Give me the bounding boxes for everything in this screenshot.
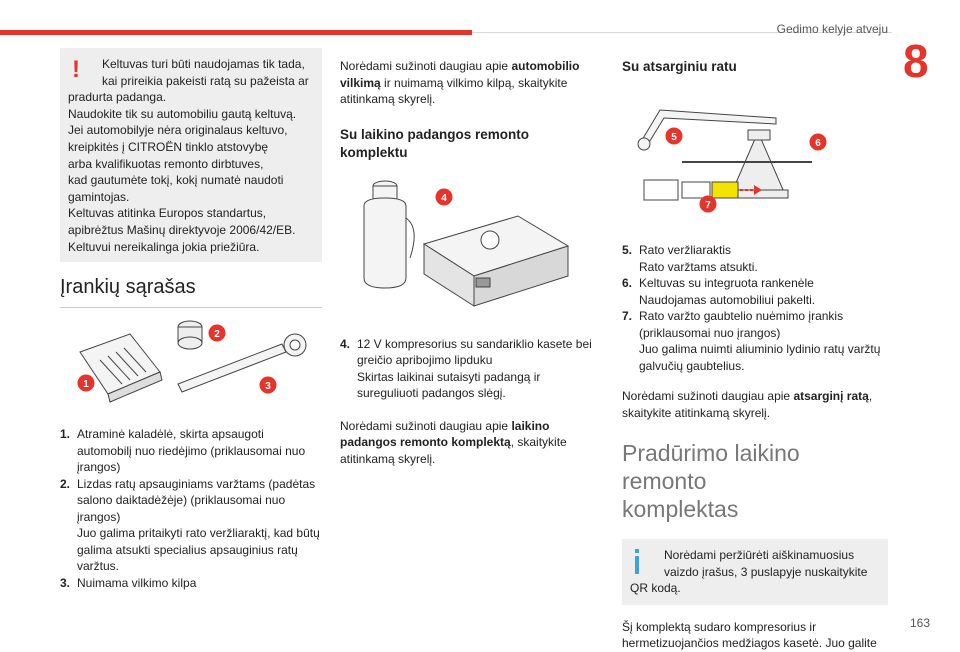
callout-3 bbox=[260, 377, 277, 394]
list-item: 6. Keltuvas su integruota rankenėle Naudojamas automobiliui pakelti. bbox=[622, 276, 816, 307]
sealant-bottle-drawing bbox=[364, 181, 414, 288]
svg-text:3: 3 bbox=[265, 381, 271, 392]
warning-box bbox=[60, 48, 322, 262]
running-header-title: Gedimo kelyje atveju bbox=[776, 22, 888, 36]
callout-4 bbox=[436, 188, 453, 205]
svg-text:6: 6 bbox=[815, 138, 821, 149]
compressor-box-drawing bbox=[424, 216, 568, 306]
warning-line: Keltuvas turi būti naudojamas tik tada, bbox=[102, 57, 305, 71]
warning-line: gamintojas. bbox=[68, 189, 130, 204]
body-text: Šį komplektą sudaro kompresorius ir bbox=[622, 619, 817, 634]
section-divider bbox=[60, 307, 322, 308]
column-right: Su atsarginiu ratu 5 6 7 5. Rato veržliaraktis Rato varžtams atsukti. 6. Keltuvas su integruota rankenėle Naudojamas automobiliui pakelti. 7. Rato varžto gaubtelio nuėmimo įrankis (priklausomai nuo įrangos) Juo galima nuimti aliuminio lydinio ratų varžtų galvučių gaubtelius. Norėdami sužinoti daugiau apie atsarginį ratą, skaitykite atitinkamą skyrelį. Pradūrimo laikino remonto komplektas Norėdami peržiūrėti aiškinamuosius vaizdo įrašus, 3 puslapyje nuskaitykite QR kodą. Šį komplektą sudaro kompresorius ir hermetizuojančios medžiagos kasetė. Juo galite bbox=[622, 58, 888, 652]
callout-7 bbox=[700, 196, 717, 213]
warning-line: Keltuvui nereikalinga jokia priežiūra. bbox=[68, 239, 260, 254]
tools-list bbox=[60, 426, 322, 591]
callout-5 bbox=[666, 128, 683, 145]
section-title-spare-wheel: Su atsarginiu ratu bbox=[622, 59, 737, 74]
warning-line: Jei automobilyje nėra originalaus keltuvo, bbox=[68, 123, 288, 138]
warning-line: kai prireikia pakeisti ratą su pažeista ar bbox=[102, 73, 309, 88]
warning-line: kreipkitės į CITROËN tinklo atstovybę bbox=[68, 139, 269, 154]
wheel-chock-drawing bbox=[80, 334, 162, 402]
warning-line: pradurta padanga. bbox=[68, 90, 167, 105]
warning-line: apibrėžtus Mašinų direktyvoje 2006/42/EB. bbox=[68, 222, 296, 237]
svg-text:7: 7 bbox=[705, 200, 711, 211]
list-item: 7. Rato varžto gaubtelio nuėmimo įrankis (priklausomai nuo įrangos) Juo galima nuimti aliuminio lydinio ratų varžtų galvučių gaubtelius. bbox=[622, 309, 881, 373]
column-left bbox=[60, 48, 322, 591]
column-middle: Norėdami sužinoti daugiau apie automobilio vilkimą ir nuimamą vilkimo kilpą, skaitykite atitinkamą skyrelį. Su laikino padangos remonto komplektu 4 4. 12 V kompresorius su sandariklio kasete bei greičio apribojimo lipduku Skirtas laikinai sutaisyti padangą ir sureguliuoti padangos slėgį. Norėdami sužinoti daugiau apie laikino padangos remonto komplektą, skaitykite atitinkamą skyrelį. bbox=[340, 58, 602, 467]
warning-line: arba kvalifikuotas remonto dirbtuves, bbox=[68, 156, 264, 171]
compressor-illustration bbox=[340, 168, 602, 328]
security-socket-drawing bbox=[178, 321, 202, 349]
warning-line: Naudokite tik su automobiliu gautą keltuvą. bbox=[68, 106, 297, 121]
info-icon bbox=[635, 549, 639, 575]
tools-illustration bbox=[60, 312, 322, 412]
list-item: 1. Atraminė kaladėlė, skirta apsaugoti automobilį nuo riedėjimo (priklausomai nuo įrangos) bbox=[60, 427, 306, 474]
list-item: 4. 12 V kompresorius su sandariklio kasete bei greičio apribojimo lipduku Skirtas laikinai sutaisyti padangą ir sureguliuoti padangos slėgį. bbox=[340, 336, 592, 400]
spare-wheel-tools-illustration bbox=[622, 82, 888, 232]
list-item: 5. Rato veržliaraktis Rato varžtams atsukti. bbox=[622, 243, 758, 274]
info-box: Norėdami peržiūrėti aiškinamuosius vaizdo įrašus, 3 puslapyje nuskaitykite QR kodą. bbox=[622, 539, 888, 605]
chapter-number: 8 bbox=[903, 35, 929, 87]
svg-text:2: 2 bbox=[214, 329, 220, 340]
callout-2 bbox=[209, 325, 226, 342]
repair-kit-reference: Norėdami sužinoti daugiau apie laikino bbox=[340, 418, 550, 433]
svg-text:1: 1 bbox=[83, 379, 89, 390]
body-text: hermetizuojančios medžiagos kasetė. Juo galite bbox=[622, 636, 877, 651]
list-item: 3. Nuimama vilkimo kilpa bbox=[60, 575, 197, 590]
callout-1 bbox=[78, 375, 95, 392]
section-title-tools: Įrankių sąrašas bbox=[60, 276, 196, 298]
spare-wheel-reference: Norėdami sužinoti daugiau apie atsarginį ratą, bbox=[622, 389, 873, 403]
page-number: 163 bbox=[909, 616, 930, 630]
towing-reference: Norėdami sužinoti daugiau apie automobilio bbox=[340, 59, 580, 73]
spare-wheel-list bbox=[622, 242, 888, 374]
callout-6 bbox=[810, 134, 827, 151]
section-title-puncture-kit: Pradūrimo laikino remonto komplektas bbox=[622, 440, 800, 522]
list-item: 2. Lizdas ratų apsauginiams varžtams (padėtas salono daiktadėžėje) (priklausomai nuo įrangos) Juo galima pritaikyti rato veržliaraktį, kad būtų galima atsukti specialius apsauginius ratų varžtus. bbox=[60, 476, 320, 573]
warning-line: kad gautumėte tokį, kokį numatė naudoti bbox=[68, 173, 284, 188]
svg-text:5: 5 bbox=[671, 132, 677, 143]
svg-text:4: 4 bbox=[441, 192, 447, 204]
warning-line: Keltuvas atitinka Europos standartus, bbox=[68, 206, 267, 221]
section-title-repair-kit: Su laikino padangos remonto komplektu bbox=[340, 126, 530, 160]
header-accent-bar bbox=[0, 30, 472, 35]
warning-icon: ! bbox=[72, 56, 80, 83]
